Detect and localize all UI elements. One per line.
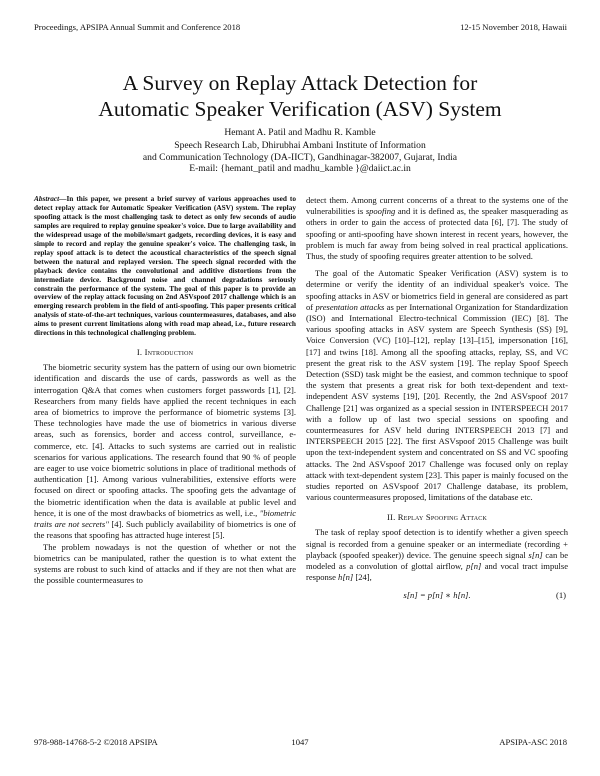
right-column [306,195,568,604]
section-heading-replay-spoofing-attack: II. Replay Spoofing Attack [386,512,488,523]
running-header-right: 12-15 November 2018, Hawaii [460,22,567,32]
abstract-text: —In this paper, we present a brief survey of various approaches used to detect replay attack for Automatic Speaker Verification (ASV) system. The replay spoofing attack is the most challenging task to detect as only few seconds of audio samples are required to replay genuine speaker's voice. Due to large availability and the widespread usage of the mobile/smart gadgets, recording devices, it is easy and simple to record and replay the genuine speaker's voice. The challenging task, in replay spoof attack is to detect the acoustical characteristics of the speech signal between the natural and replayed version. The speech signal recorded with the playback device contains the convolutional and additive distortions from the intermediate device. Background noise and channel degradations seriously constrain the performance of the system. The goal of this paper is to provide an overview of the replay attack focusing on 2nd ASVspoof 2017 challenge which is an emerging research problem in the field of anti-spoofing. This paper presents critical analysis of state-of-the-art techniques, various countermeasures, databases, and also aims to present current limitations along with road map ahead, i.e., future research directions in this technological challenging problem. [34,194,296,338]
replay-p1-c: and vocal tract impulse response [306,561,568,583]
replay-p1-a: The task of replay spoof detection is to identify whether a given speech signal is recorded from a genuine speaker or an intermediate (recording + playback (spoofed speaker)) device. The genuine speech signal [306,527,568,560]
author-names: Hemant A. Patil and Madhu R. Kamble [224,127,376,138]
section-heading-introduction: I. Introduction [136,347,194,358]
equation-1 [306,590,568,604]
abstract-lead: Abstract [34,194,60,203]
title-line-1: A Survey on Replay Attack Detection for [122,71,478,95]
intro-p3-a: The goal of the Automatic Speaker Verification (ASV) system is to determine or verify the identity of an individual speaker's voice. The spoofing attacks in ASV or biometrics field in general are considered as part of [306,268,568,312]
intro-p3-b: as per International Organization for Standardization (ISO) and International Electro-technical Commission (IEC) [8]. The various spoofing attacks in ASV system are Speech Synthesis (SS) [9], Voice Conversion (VC) [10]–[12], replay [13]–[15], impersonation [16], [17] and twins [18]. Among all the spoofing attacks, replay, SS, and VC present the great risk to the ASV system [19]. The replay Spoof Speech Detection (SSD) task might be the easiest, and common technique to spoof the system that presents a great risk for both text-dependent and text-independent ASV systems [19], [20]. Recently, the 2nd ASVspoof 2017 Challenge [21] was organized as a special session in INTERSPEECH 2017 with a follow up of last two special sessions on spoofing and countermeasures for ASV held during INTERSPEECH 2013 [7] and INTERSPEECH 2015 [22]. The first ASVspoof 2015 Challenge was built upon the text-independent system and concentrated on SS and VC spoofing attacks. The 2nd ASVspoof 2017 Challenge was focused only on replay attack with text-dependent system [23]. This paper is mainly focused on the studies reported on ASVspoof 2017 Challenge database, its problem, various countermeasures proposed, limitations of the database etc. [306,301,568,503]
page-number: 1047 [291,737,309,747]
intro-p1-quote: "biometric traits are not secrets" [34,507,296,530]
symbol-s-n: s[n] [528,549,543,560]
footer-conference: APSIPA-ASC 2018 [499,737,567,747]
affiliation-line-2: and Communication Technology (DA-IICT), Gandhinagar-382007, Gujarat, India [142,151,458,163]
footer-isbn: 978-988-14768-5-2 ©2018 APSIPA [34,737,158,747]
intro-paragraph-1 [34,362,296,541]
term-spoofing: spoofing [365,206,396,217]
intro-cont-b: and it is defined as, the speaker masquerading as others in order to gain the access of protected data [6], [7]. The study of spoofing or anti-spoofing have shown interest in recent years, however, the problem is much far away from being solved in real practical applications. Thus, the study of spoofing requires greater attention to be solved. [306,206,568,262]
equation-1-expression: s[n] = p[n] ∗ h[n]. [403,589,471,600]
title-line-2: Automatic Speaker Verification (ASV) System [98,97,502,121]
intro-cont-a: detect them. Among current concerns of a threat to the systems one of the vulnerabilities is [306,195,568,217]
intro-paragraph-2-continued [306,195,568,262]
running-header-left: Proceedings, APSIPA Annual Summit and Conference 2018 [34,22,241,32]
symbol-p-n: p[n] [466,561,482,572]
replay-p1-d: [24], [353,572,372,583]
abstract [34,195,296,338]
intro-p1-end: [4]. Such publicly availability of biometrics is one of the reasons that spoofing has attracted huge interest [5]. [34,519,297,541]
author-block [0,127,600,174]
symbol-h-n: h[n] [338,572,354,583]
left-column [34,195,296,586]
equation-1-number: (1) [555,589,566,600]
replay-paragraph-1 [306,527,568,583]
paper-title [0,70,600,122]
replay-p1-b: can be modeled as a convolution of glottal airflow, [306,549,569,572]
intro-paragraph-3 [306,268,568,503]
term-presentation-attacks: presentation attacks [315,301,385,312]
intro-paragraph-2: The problem nowadays is not the question of whether or not the biometrics can be manipulated, rather the question is to what extent the systems are robust to such kind of attacks and if they are not then what are the possible countermeasures to [34,541,296,586]
affiliation-line-1: Speech Research Lab, Dhirubhai Ambani Institute of Information [174,140,426,152]
author-email: E-mail: {hemant_patil and madhu_kamble }@daiict.ac.in [189,162,411,174]
intro-p1-text: The biometric security system has the pattern of using our own biometric identification and discards the use of cards, passwords as well as the interrogation Q&A that comes when customers forget passwords [1], [2]. Researchers from many fields have applied the recent techniques in each area of biometrics to improve the performance of biometric systems [3]. These technologies have made the use of biometrics in various diverse areas, such as forensics, border and access control, surveillance, e-commerce, etc. [4]. Attacks to such systems are carried out in realistic scenarios for various applications. The research found that 90 % of people are eager to use voice biometric solutions in place of traditional methods of authentication [1]. Among various vulnerabilities, extensive efforts were focused on direct or spoofing attacks. The spoofing gets the advantage of the biometric identification when the data is available at public level and hence, it is one of the most drawbacks of biometrics as well, i.e., [34,362,296,518]
